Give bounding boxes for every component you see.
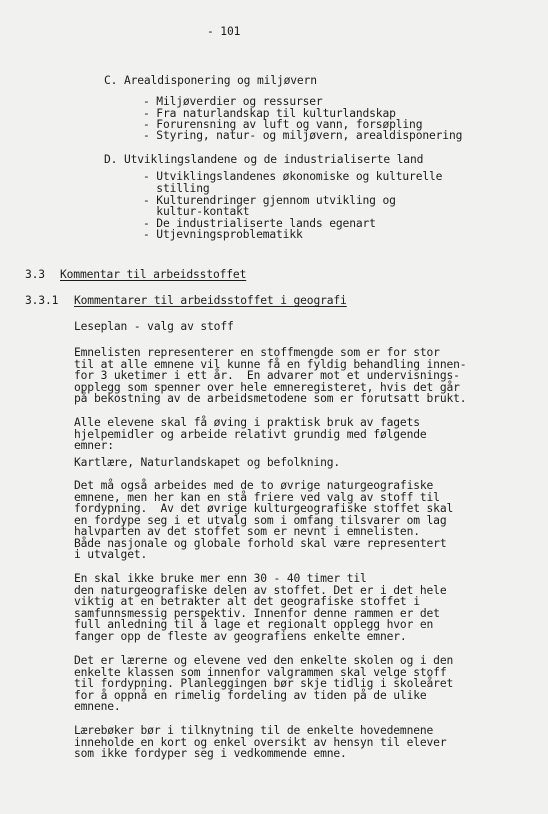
paragraph-line: for 3 uketimer i ett år. En advarer mot et undervisnings- — [74, 369, 460, 382]
paragraph-line: Det må også arbeides med de to øvrige naturgeografiske — [74, 479, 434, 492]
paragraph-line: den naturgeografiske delen av stoffet. Det er i det hele — [74, 584, 447, 597]
section-d-heading: D. Utviklingslandene og de industrialiserte land — [104, 153, 424, 166]
paragraph-line: fanger opp de fleste av geografiens enkelte emner. — [74, 630, 407, 643]
paragraph-line: opplegg som spenner over hele emneregisteret, hvis det går — [74, 381, 460, 394]
paragraph-line: viktig at en betrakter alt det geografiske stoffet i — [74, 595, 420, 608]
paragraph-line: inneholde en kort og enkel oversikt av hensyn til elever — [74, 736, 447, 749]
paragraph-line: emner: — [74, 439, 114, 452]
section-d-item: kultur-kontakt — [143, 205, 250, 218]
paragraph-line: emnene. — [74, 700, 121, 713]
paragraph-line: som ikke fordyper seg i vedkommende emne. — [74, 747, 347, 760]
subsection-number: 3.3.1 — [25, 294, 59, 307]
paragraph-line: En skal ikke bruke mer enn 30 - 40 timer til — [74, 572, 367, 585]
paragraph-line: til at alle emnene vil kunne få en fyldig behandling innen- — [74, 358, 467, 371]
paragraph-line: enkelte klassen som innenfor valgrammen skal velge stoff — [74, 666, 447, 679]
section-c-item: - Forurensning av luft og vann, forsøpling — [143, 118, 423, 131]
paragraph-line: emnene, men her kan en stå friere ved valg av stoff til — [74, 491, 440, 504]
section-c-item: - Miljøverdier og ressurser — [143, 95, 323, 108]
paragraph-line: halvparten av det stoffet som er nevnt i emnelisten. — [74, 525, 420, 538]
paragraph-line: hjelpemidler og arbeide relativt grundig med følgende — [74, 428, 427, 441]
paragraph-line: full anledning til å lage et regionalt opplegg hvor en — [74, 618, 434, 631]
paragraph-line: Det er lærerne og elevene ved den enkelte skolen og i den — [74, 654, 454, 667]
section-c-heading: C. Arealdisponering og miljøvern — [104, 74, 317, 87]
paragraph-line: Lærebøker bør i tilknytning til de enkelte hovedemnene — [74, 724, 434, 737]
paragraph-line: fordypning. Av det øvrige kulturgeografiske stoffet skal — [74, 502, 454, 515]
section-title: Kommentar til arbeidsstoffet — [60, 268, 247, 281]
section-number: 3.3 — [25, 268, 45, 281]
paragraph-line: Både nasjonale og globale forhold skal være representert — [74, 537, 447, 550]
paragraph-line: Alle elevene skal få øving i praktisk bruk av fagets — [74, 416, 420, 429]
paragraph-line: Kartlære, Naturlandskapet og befolkning. — [74, 456, 341, 469]
paragraph-line: på bekostning av de arbeidsmetodene som er forutsatt brukt. — [74, 392, 467, 405]
section-d-item: stilling — [143, 182, 210, 195]
subheading: Leseplan - valg av stoff — [74, 320, 234, 333]
section-d-item: - Utjevningsproblematikk — [143, 228, 303, 241]
section-d-item: - De industrialiserte lands egenart — [143, 217, 376, 230]
subsection-title: Kommentarer til arbeidsstoffet i geografi — [74, 294, 347, 307]
paragraph-line: for å oppnå en rimelig fordeling av tiden på de ulike — [74, 689, 427, 702]
section-d-item: - Kulturendringer gjennom utvikling og — [143, 194, 396, 207]
paragraph-line: en fordype seg i et utvalg som i omfang tilsvarer om lag — [74, 514, 447, 527]
paragraph-line: Emnelisten representerer en stoffmengde som er for stor — [74, 346, 440, 359]
page-number: - 101 — [207, 25, 241, 38]
paragraph-line: i utvalget. — [74, 548, 148, 561]
section-c-item: - Fra naturlandskap til kulturlandskap — [143, 107, 396, 120]
paragraph-line: til fordypning. Planleggingen bør skje tidlig i skoleåret — [74, 677, 454, 690]
paragraph-line: samfunnsmessig perspektiv. Innenfor denne rammen er det — [74, 607, 440, 620]
section-d-item: - Utviklingslandenes økonomiske og kulturelle — [143, 170, 443, 183]
section-c-item: - Styring, natur- og miljøvern, arealdisponering — [143, 129, 463, 142]
